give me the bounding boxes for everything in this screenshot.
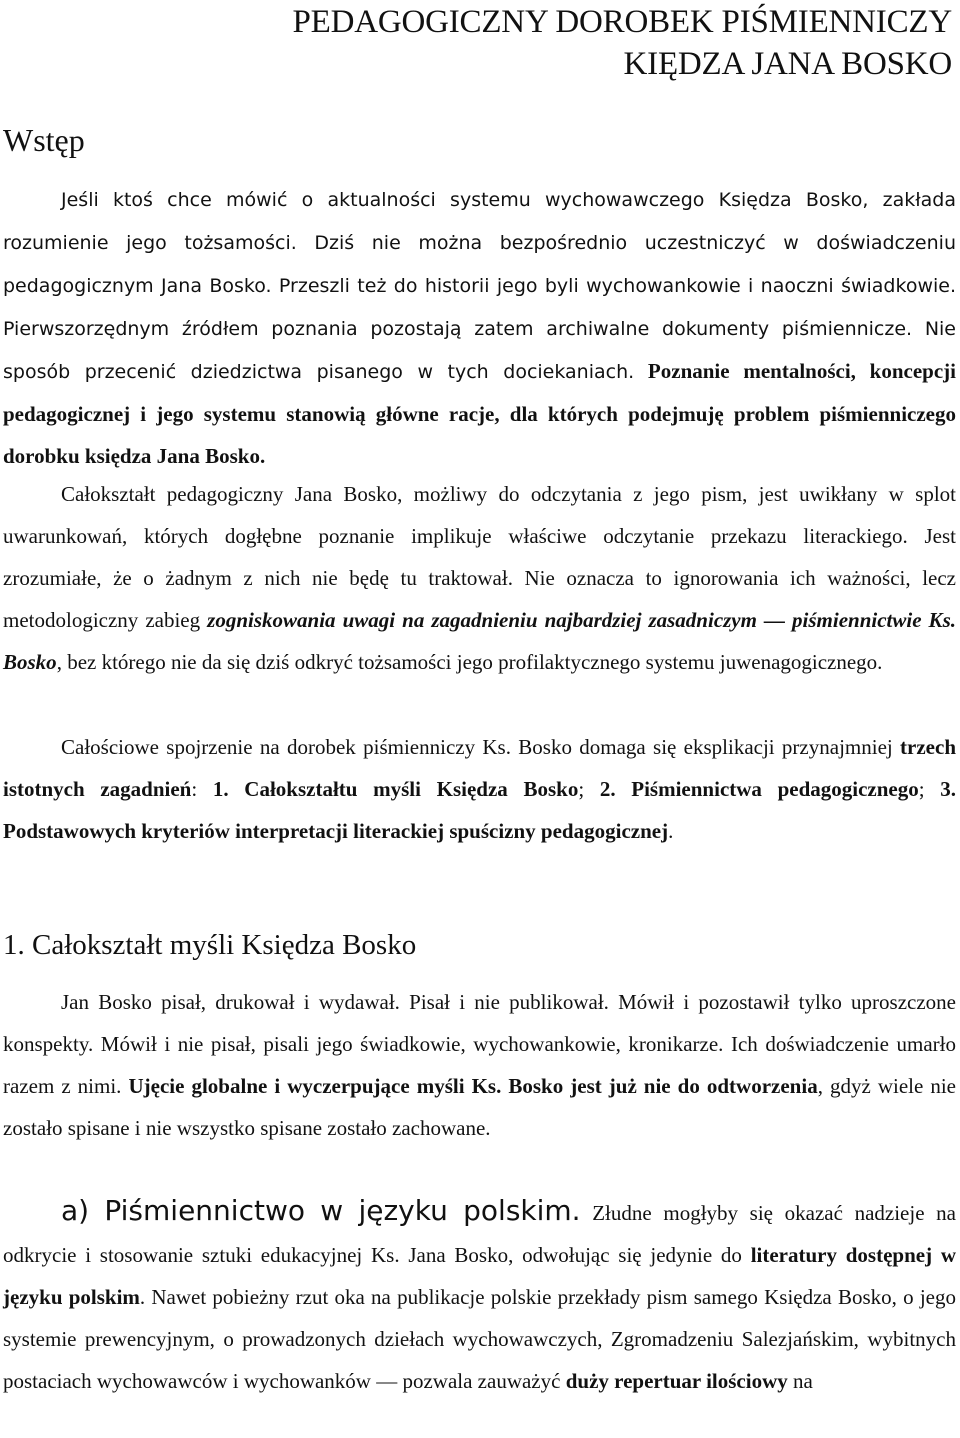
paragraph-5-end: na xyxy=(793,1369,813,1393)
paragraph-4-bold: Ujęcie globalne i wyczerpujące myśli Ks. Bosko jest już nie do odtworzenia xyxy=(128,1074,818,1098)
paragraph-5 xyxy=(3,1190,956,1402)
paragraph-4 xyxy=(3,981,956,1149)
intro-paragraph xyxy=(3,178,956,477)
paragraph-3-sep-3: ; xyxy=(918,777,925,801)
paragraph-2-emphasis: zogniskowania uwagi na zagadnieniu najbardziej zasadniczym — piśmiennictwie Ks. Bosko xyxy=(3,608,956,674)
paragraph-3-sep-2: ; xyxy=(578,777,585,801)
paragraph-3-bold-2: 1. Całokształtu myśli Księdza Bosko xyxy=(212,777,579,801)
paragraph-3-bold-3: 2. Piśmiennictwa pedagogicznego xyxy=(599,777,919,801)
paragraph-3-bold-1: trzech istotnych zagadnień xyxy=(3,735,957,801)
paragraph-5-bold-2: duży repertuar ilościowy xyxy=(565,1369,788,1393)
paragraph-2-tail: , bez którego nie da się dziś odkryć tożsamości jego profilaktycznego systemu juwenagogicznego. xyxy=(56,650,883,674)
intro-paragraph-text: Jeśli ktoś chce mówić o aktualności systemu wychowawczego Księdza Bosko, zakłada rozumienie jego tożsamości. Dziś nie można bezpośrednio uczestniczyć w doświadczeniu pedagogicznym Jana Bosko. Przeszli też do historii jego byli wychowankowie i naoczni świadkowie. Pierwszorzędnym źródłem poznania pozostają zatem archiwalne dokumenty piśmiennicze. Nie sposób przecenić dziedzictwa pisanego w tych dociekaniach. xyxy=(3,189,956,383)
paragraph-3 xyxy=(3,726,956,852)
paragraph-3-bold-4: 3. Podstawowych kryteriów interpretacji literackiej spuścizny pedagogicznej xyxy=(3,777,957,843)
paragraph-3-sep-1: : xyxy=(191,777,198,801)
paragraph-2-text: Całokształt pedagogiczny Jana Bosko, możliwy do odczytania z jego pism, jest uwikłany w splot uwarunkowań, których dogłębne poznanie implikuje właściwe odczytanie przekazu literackiego. Jest zrozumiałe, że o żadnym z nich nie będę tu traktował. Nie oznacza to ignorowania ich ważności, lecz metodologiczny zabieg xyxy=(3,482,956,632)
intro-heading: Wstęp xyxy=(3,122,85,158)
intro-paragraph-bold: Poznanie mentalności, koncepcji pedagogicznej i jego systemu stanowią główne racje, dla których podejmuję problem piśmienniczego dorobku księdza Jana Bosko. xyxy=(3,359,956,468)
paragraph-3-sep-4: . xyxy=(668,819,674,843)
paragraph-5-text: Złudne mogłyby się okazać nadzieje na odkrycie i stosowanie sztuki edukacyjnej Ks. Jana Bosko, odwołując się jedynie do xyxy=(3,1201,956,1267)
document-title-line-2: KIĘDZA JANA BOSKO xyxy=(623,46,952,82)
paragraph-4-tail: , gdyż wiele nie zostało spisane i nie wszystko spisane zostało zachowane. xyxy=(3,1074,957,1140)
paragraph-3-text: Całościowe spojrzenie na dorobek piśmienniczy Ks. Bosko domaga się eksplikacji przynajmniej xyxy=(61,735,893,759)
section-1-heading: 1. Całokształt myśli Księdza Bosko xyxy=(3,929,417,961)
paragraph-4-text: Jan Bosko pisał, drukował i wydawał. Pisał i nie publikował. Mówił i pozostawił tylko uproszczone konspekty. Mówił i nie pisał, pisali jego świadkowie, wychowankowie, kronikarze. Ich doświadczenie umarło razem z nimi. xyxy=(3,990,956,1098)
paragraph-2 xyxy=(3,473,956,683)
subheading-a: a) Piśmiennictwo w języku polskim. xyxy=(61,1194,581,1227)
document-title-line-1: PEDAGOGICZNY DOROBEK PIŚMIENNICZY xyxy=(292,4,952,40)
paragraph-5-mid: . Nawet pobieżny rzut oka na publikacje polskie przekłady pism samego Księdza Bosko, o jego systemie prewencyjnym, o prowadzonych dziełach wychowawczych, Zgromadzeniu Salezjańskim, wybitnych postaciach wychowawców i wychowanków — pozwala zauważyć xyxy=(3,1285,957,1393)
paragraph-5-bold-1: literatury dostępnej w języku polskim xyxy=(3,1243,956,1309)
